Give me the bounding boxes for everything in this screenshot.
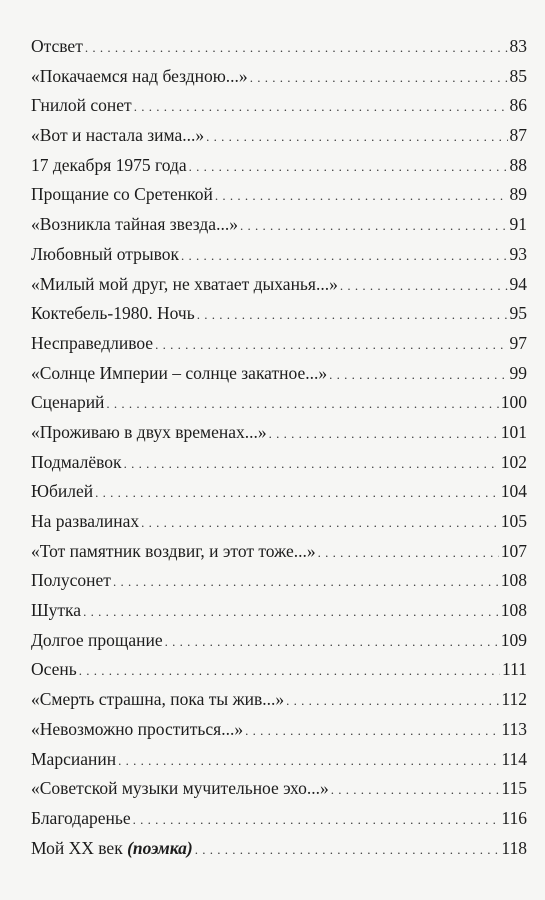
dot-leader — [197, 299, 508, 330]
dot-leader — [133, 804, 500, 835]
toc-entry-page: 109 — [500, 629, 527, 650]
dot-leader — [113, 566, 499, 597]
toc-entry — [31, 477, 527, 507]
toc-entry — [31, 448, 527, 478]
toc-entry — [31, 329, 527, 359]
toc-entry-page: 83 — [509, 36, 527, 56]
toc-entry-page: 89 — [509, 184, 527, 205]
toc-entry-title: «Невозможно проститься...» — [31, 718, 244, 739]
toc-entry-title: Марсианин — [31, 748, 117, 769]
toc-entry-page: 97 — [509, 332, 527, 353]
toc-entry — [31, 745, 527, 775]
toc-entry — [31, 299, 527, 329]
toc-entry-title: «Проживаю в двух временах...» — [31, 421, 267, 442]
toc-entry-title-note: (поэмка) — [127, 837, 193, 858]
toc-entry-page: 101 — [500, 421, 527, 442]
dot-leader — [118, 745, 499, 776]
toc-entry-page: 86 — [509, 95, 527, 116]
toc-entry-page: 99 — [509, 362, 527, 383]
toc-entry-page: 115 — [501, 778, 527, 799]
toc-entry — [31, 685, 527, 715]
toc-entry-page: 105 — [500, 511, 527, 531]
dot-leader — [106, 388, 498, 419]
dot-leader — [206, 121, 507, 152]
dot-leader — [79, 655, 500, 686]
toc-entry — [31, 566, 527, 596]
toc-entry — [31, 210, 527, 240]
toc-entry — [31, 655, 527, 685]
toc-entry — [31, 91, 527, 121]
dot-leader — [269, 418, 499, 449]
toc-entry-title: Сценарий — [31, 392, 105, 413]
toc-entry-title: Отсвет — [31, 36, 83, 56]
toc-entry-page: 91 — [509, 214, 527, 235]
toc-entry-page: 94 — [509, 273, 527, 294]
toc-entry — [31, 270, 527, 300]
toc-entry-title: Подмалёвок — [31, 451, 122, 472]
toc-entry-title: Любовный отрывок — [31, 243, 180, 264]
toc-entry-title: «Милый мой друг, не хватает дыханья...» — [31, 273, 338, 294]
toc-entry-title: Гнилой сонет — [31, 95, 132, 116]
toc-entry-title: «Солнце Империи – солнце закатное...» — [31, 362, 328, 383]
dot-leader — [165, 626, 499, 657]
dot-leader — [331, 774, 500, 805]
toc-entry-page: 104 — [500, 481, 527, 502]
toc-entry — [31, 180, 527, 210]
toc-entry-title: Коктебель-1980. Ночь — [31, 303, 195, 324]
toc-entry-title-main: Мой XX век — [31, 837, 123, 858]
toc-entry — [31, 537, 527, 567]
dot-leader — [134, 91, 508, 122]
toc-entry — [31, 151, 527, 181]
table-of-contents — [31, 32, 527, 863]
toc-entry — [31, 240, 527, 270]
toc-entry-title: На развалинах — [31, 511, 140, 531]
toc-entry — [31, 32, 527, 62]
toc-entry-page: 93 — [509, 243, 527, 264]
toc-entry — [31, 62, 527, 92]
toc-entry-title: Полусонет — [31, 570, 111, 591]
toc-entry-page: 114 — [501, 748, 527, 769]
toc-entry-page: 85 — [509, 65, 527, 86]
toc-entry — [31, 388, 527, 418]
dot-leader — [318, 537, 499, 568]
dot-leader — [329, 359, 507, 390]
toc-entry — [31, 804, 527, 834]
toc-entry-title: Юбилей — [31, 481, 94, 502]
dot-leader — [155, 329, 507, 360]
dot-leader — [215, 180, 508, 211]
toc-entry-title — [31, 834, 195, 864]
toc-entry — [31, 359, 527, 389]
dot-leader — [141, 507, 499, 538]
dot-leader — [195, 834, 500, 865]
toc-entry — [31, 418, 527, 448]
toc-entry-page: 108 — [500, 600, 527, 621]
dot-leader — [124, 448, 499, 479]
toc-entry-title: Шутка — [31, 600, 82, 621]
toc-entry-title: Благодаренье — [31, 807, 131, 828]
toc-entry-title: Осень — [31, 659, 77, 680]
toc-entry-page: 100 — [500, 392, 527, 413]
toc-entry-page: 108 — [500, 570, 527, 591]
toc-entry-page: 118 — [501, 837, 527, 858]
toc-entry-title: Долгое прощание — [31, 629, 163, 650]
toc-entry-page: 111 — [502, 659, 527, 680]
toc-entry-title: Прощание со Сретенкой — [31, 184, 213, 205]
toc-entry-page: 87 — [509, 125, 527, 146]
toc-entry — [31, 834, 527, 864]
toc-entry — [31, 774, 527, 804]
toc-entry — [31, 626, 527, 656]
toc-entry — [31, 507, 527, 537]
toc-entry — [31, 121, 527, 151]
toc-entry-title: «Смерть страшна, пока ты жив...» — [31, 689, 285, 710]
toc-entry-page: 116 — [501, 807, 527, 828]
toc-entry — [31, 715, 527, 745]
dot-leader — [245, 715, 499, 746]
dot-leader — [85, 32, 508, 63]
toc-entry-title: Несправедливое — [31, 332, 154, 353]
dot-leader — [181, 240, 507, 271]
toc-entry-title: 17 декабря 1975 года — [31, 154, 187, 175]
dot-leader — [286, 685, 499, 716]
toc-entry-page: 95 — [509, 303, 527, 324]
dot-leader — [240, 210, 508, 241]
toc-entry-title: «Вот и настала зима...» — [31, 125, 205, 146]
toc-entry — [31, 596, 527, 626]
dot-leader — [95, 477, 499, 508]
toc-entry-page: 102 — [500, 451, 527, 472]
toc-entry-page: 112 — [501, 689, 527, 710]
toc-entry-title: «Возникла тайная звезда...» — [31, 214, 238, 235]
toc-entry-page: 113 — [501, 718, 527, 739]
dot-leader — [189, 151, 508, 182]
dot-leader — [340, 270, 508, 301]
toc-entry-page: 88 — [509, 154, 527, 175]
toc-entry-title: «Советской музыки мучительное эхо...» — [31, 778, 329, 799]
toc-entry-page: 107 — [500, 540, 527, 561]
dot-leader — [250, 62, 508, 93]
toc-entry-title: «Тот памятник воздвиг, и этот тоже...» — [31, 540, 316, 561]
toc-entry-title: «Покачаемся над бездною...» — [31, 65, 248, 86]
dot-leader — [83, 596, 499, 627]
